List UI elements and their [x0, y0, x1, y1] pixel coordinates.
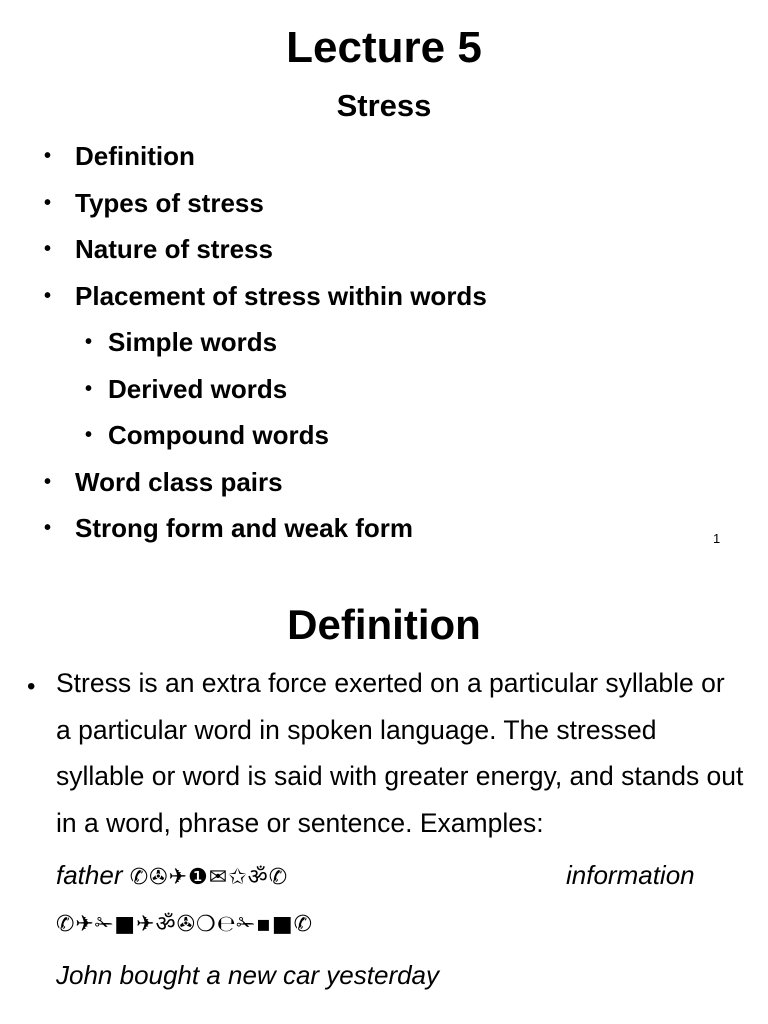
outline-item-text: Simple words: [108, 327, 278, 357]
example-information-transcription: [56, 905, 313, 942]
bullet-icon: •: [44, 470, 52, 493]
bullet-icon: •: [44, 191, 52, 214]
outline-item: [0, 459, 768, 506]
bullet-icon: •: [44, 238, 52, 260]
example-word: information: [566, 860, 695, 890]
example-information: [566, 858, 695, 892]
outline-list: [0, 133, 768, 552]
definition-paragraph: Stress is an extra force exerted on a particular syllable or a particular word in spoken language. The stressed syllable or word is said with greater energy, and stands out in a word, phrase or sentence. Examples:: [56, 668, 744, 838]
example-word: father: [56, 860, 123, 890]
lecture-subtitle: Stress: [336, 88, 432, 123]
bullet-icon: •: [85, 424, 93, 446]
outline-item-text: Word class pairs: [75, 466, 283, 497]
bullet-icon: •: [44, 284, 52, 307]
example-sentence: John bought a new car yesterday: [56, 960, 440, 990]
outline-item: [0, 505, 768, 552]
outline-item-text: Types of stress: [75, 187, 264, 218]
outline-item-text: Derived words: [108, 373, 288, 404]
definition-title: Definition: [287, 601, 481, 648]
outline-item: [0, 133, 768, 180]
bullet-icon: •: [85, 377, 93, 400]
outline-item-text: Placement of stress within words: [75, 280, 487, 311]
example-father: [56, 858, 288, 895]
bullet-icon: •: [85, 331, 93, 353]
slide-2: [0, 560, 768, 1024]
outline-item: [0, 226, 768, 273]
outline-item-text: Strong form and weak form: [75, 513, 414, 543]
outline-item-text: Definition: [75, 141, 195, 171]
outline-subitem: [0, 366, 768, 413]
phonetic-transcription: ✆✇✈❶✉✩ॐ✆: [129, 865, 289, 890]
outline-subitem: [0, 412, 768, 459]
outline-item: [0, 180, 768, 227]
bullet-icon: •: [27, 673, 36, 700]
outline-subitem: [0, 319, 768, 366]
outline-item-text: Compound words: [108, 420, 329, 450]
bullet-icon: •: [44, 145, 52, 167]
lecture-title: Lecture 5: [286, 23, 482, 72]
outline-item-text: Nature of stress: [75, 234, 273, 264]
outline-item: [0, 273, 768, 320]
bullet-icon: •: [44, 517, 52, 539]
phonetic-transcription: ✆✈✁■✈ॐ✇❍℮✁▪■✆: [56, 912, 314, 937]
page-number: 1: [713, 531, 721, 546]
